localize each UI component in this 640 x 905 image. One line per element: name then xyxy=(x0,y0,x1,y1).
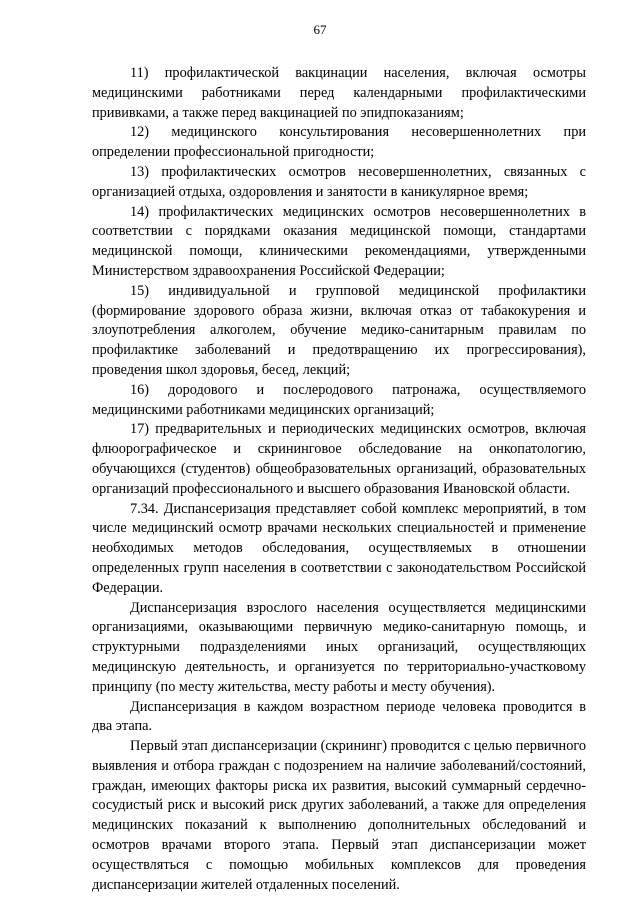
paragraph-item-12: 12) медицинского консультирования несовершеннолетних при определении профессиональной пригодности; xyxy=(92,124,586,161)
paragraph-item-17: 17) предварительных и периодических медицинских осмотров, включая флюорографическое и скрининговое обследование на онкопатологию, обучающихся (студентов) общеобразовательных организаций, образовательных организаций профессионального и высшего образования Ивановской области. xyxy=(92,421,586,497)
document-body xyxy=(92,64,586,895)
paragraph-item-14: 14) профилактических медицинских осмотров несовершеннолетних в соответствии с порядками оказания медицинской помощи, стандартами медицинской помощи, клиническими рекомендациями, утвержденными Министерством здравоохранения Российской Федерации; xyxy=(92,203,586,279)
paragraph-item-16: 16) дородового и послеродового патронажа, осуществляемого медицинскими работниками медицинских организаций; xyxy=(92,381,586,418)
paragraph-section-7-34: 7.34. Диспансеризация представляет собой комплекс мероприятий, в том числе медицинский осмотр врачами нескольких специальностей и применение необходимых методов обследования, осуществляемых в отношении определенных групп населения в соответствии с законодательством Российской Федерации. xyxy=(92,500,586,596)
page-number: 67 xyxy=(313,22,327,37)
paragraph-two-stages: Диспансеризация в каждом возрастном периоде человека проводится в два этапа. xyxy=(92,698,586,735)
paragraph-item-13: 13) профилактических осмотров несовершеннолетних, связанных с организацией отдыха, оздоровления и занятости в каникулярное время; xyxy=(92,163,586,200)
paragraph-item-15: 15) индивидуальной и групповой медицинской профилактики (формирование здорового образа жизни, включая отказ от табакокурения и злоупотребления алкоголем, обучение медико-санитарным правилам по профилактике заболеваний и предотвращению их прогрессирования), проведения школ здоровья, бесед, лекций; xyxy=(92,282,586,378)
paragraph-item-11: 11) профилактической вакцинации населения, включая осмотры медицинскими работниками перед календарными профилактическими прививками, а также перед вакцинацией по эпидпоказаниям; xyxy=(92,65,586,121)
paragraph-adult-dispensarization: Диспансеризация взрослого населения осуществляется медицинскими организациями, оказывающими первичную медико-санитарную помощь, и структурными подразделениями иных организаций, осуществляющих медицинскую деятельность, и организуется по территориально-участковому принципу (по месту жительства, месту работы и месту обучения). xyxy=(92,599,586,695)
paragraph-first-stage: Первый этап диспансеризации (скрининг) проводится с целью первичного выявления и отбора граждан с подозрением на наличие заболеваний/состояний, граждан, имеющих факторы риска их развития, высокий суммарный сердечно-сосудистый риск и высокий риск других заболеваний, а также для определения медицинских показаний к выполнению дополнительных обследований и осмотров врачами второго этапа. Первый этап диспансеризации может осуществляться с помощью мобильных комплексов для проведения диспансеризации жителей отдаленных поселений. xyxy=(92,738,586,893)
